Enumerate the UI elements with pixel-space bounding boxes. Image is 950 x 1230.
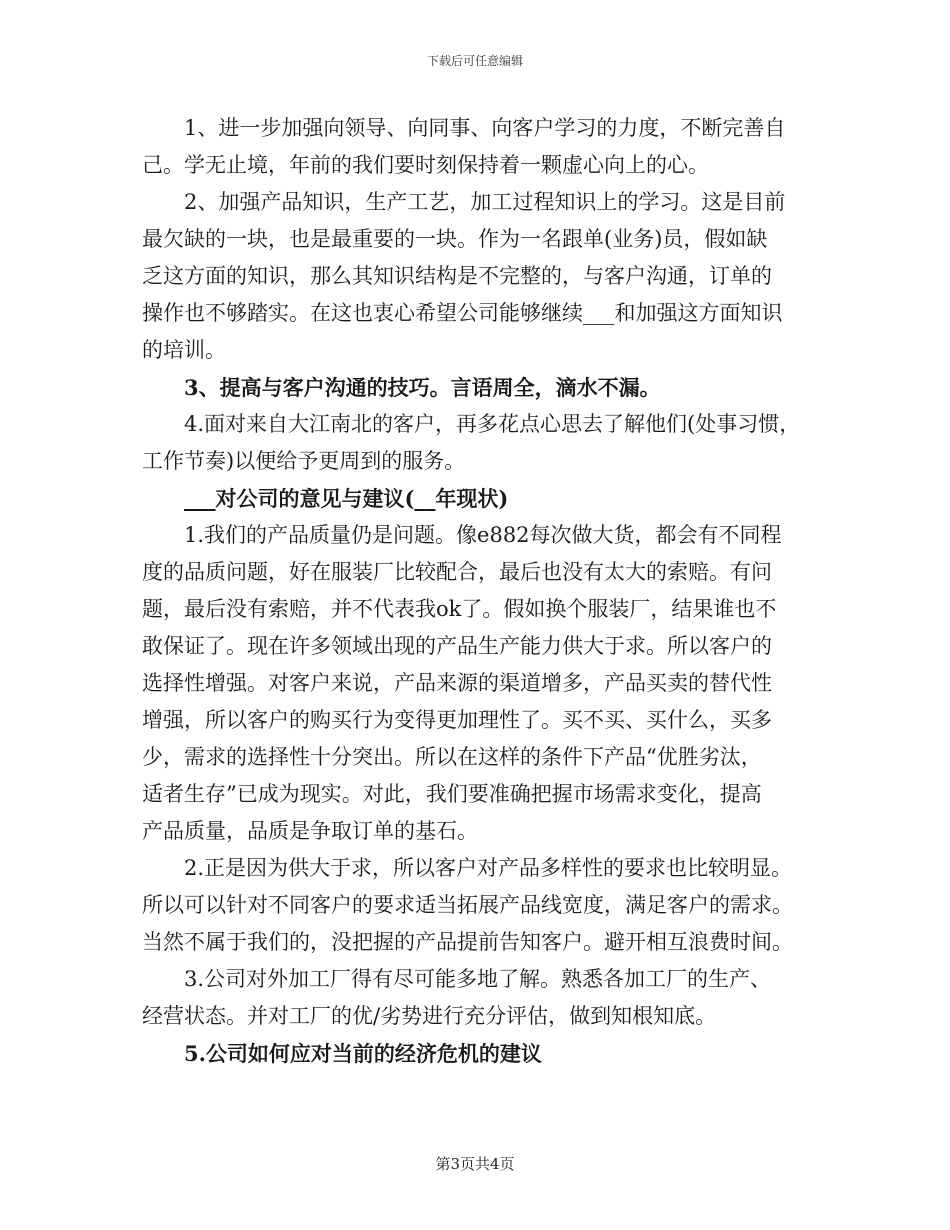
paragraph-line: 4.面对来自大江南北的客户，再多花点心思去了解他们(处事习惯， <box>184 412 801 436</box>
paragraph-line: 最欠缺的一块，也是最重要的一块。作为一名跟单(业务)员，假如缺 <box>142 227 768 251</box>
paragraph-line: 己。学无止境，年前的我们要时刻保持着一颗虚心向上的心。 <box>142 153 709 177</box>
paragraph-line: 2.正是因为供大于求，所以客户对产品多样性的要求也比较明显。 <box>184 856 793 880</box>
paragraph-line: 当然不属于我们的，没把握的产品提前告知客户。避开相互浪费时间。 <box>142 930 793 954</box>
paragraph-line: 2、加强产品知识，生产工艺，加工过程知识上的学习。这是目前 <box>184 190 786 214</box>
paragraph-line: 工作节奏)以便给予更周到的服务。 <box>142 449 466 473</box>
paragraph-line: 题，最后没有索赔，并不代表我ok了。假如换个服装厂，结果谁也不 <box>142 597 777 621</box>
paragraph-line: 1、进一步加强向领导、向同事、向客户学习的力度，不断完善自 <box>184 116 786 140</box>
section-heading-line: 3、提高与客户沟通的技巧。言语周全，滴水不漏。 <box>184 375 661 400</box>
document-body <box>142 110 812 1072</box>
paragraph-line: 经营状态。并对工厂的优/劣势进行充分评估，做到知根知底。 <box>142 1004 717 1028</box>
paragraph-line: 操作也不够踏实。在这也衷心希望公司能够继续___和加强这方面知识 <box>142 301 783 325</box>
section-heading-line: ___对公司的意见与建议(__年现状) <box>184 486 509 511</box>
paragraph-line: 适者生存”已成为现实。对此，我们要准确把握市场需求变化，提高 <box>142 782 762 806</box>
page-number: 第3页共4页 <box>435 1155 515 1173</box>
paragraph-line: 敢保证了。现在许多领域出现的产品生产能力供大于求。所以客户的 <box>142 634 772 658</box>
paragraph-line: 乏这方面的知识，那么其知识结构是不完整的，与客户沟通，订单的 <box>142 264 772 288</box>
paragraph-line: 的培训。 <box>142 338 226 362</box>
paragraph-line: 选择性增强。对客户来说，产品来源的渠道增多，产品买卖的替代性 <box>142 671 772 695</box>
paragraph-line: 少，需求的选择性十分突出。所以在这样的条件下产品“优胜劣汰， <box>142 745 762 769</box>
paragraph-line: 所以可以针对不同客户的要求适当拓展产品线宽度，满足客户的需求。 <box>142 893 793 917</box>
paragraph-line: 3.公司对外加工厂得有尽可能多地了解。熟悉各加工厂的生产、 <box>184 967 772 991</box>
paragraph-line: 增强，所以客户的购买行为变得更加理性了。买不买、买什么，买多 <box>142 708 772 732</box>
section-heading-line: 5.公司如何应对当前的经济危机的建议 <box>184 1041 542 1066</box>
paragraph-line: 产品质量，品质是争取订单的基石。 <box>142 819 478 843</box>
paragraph-line: 1.我们的产品质量仍是问题。像e882每次做大货，都会有不同程 <box>184 523 782 547</box>
header-note: 下载后可任意编辑 <box>426 54 523 68</box>
paragraph-line: 度的品质问题，好在服装厂比较配合，最后也没有太大的索赔。有问 <box>142 560 772 584</box>
